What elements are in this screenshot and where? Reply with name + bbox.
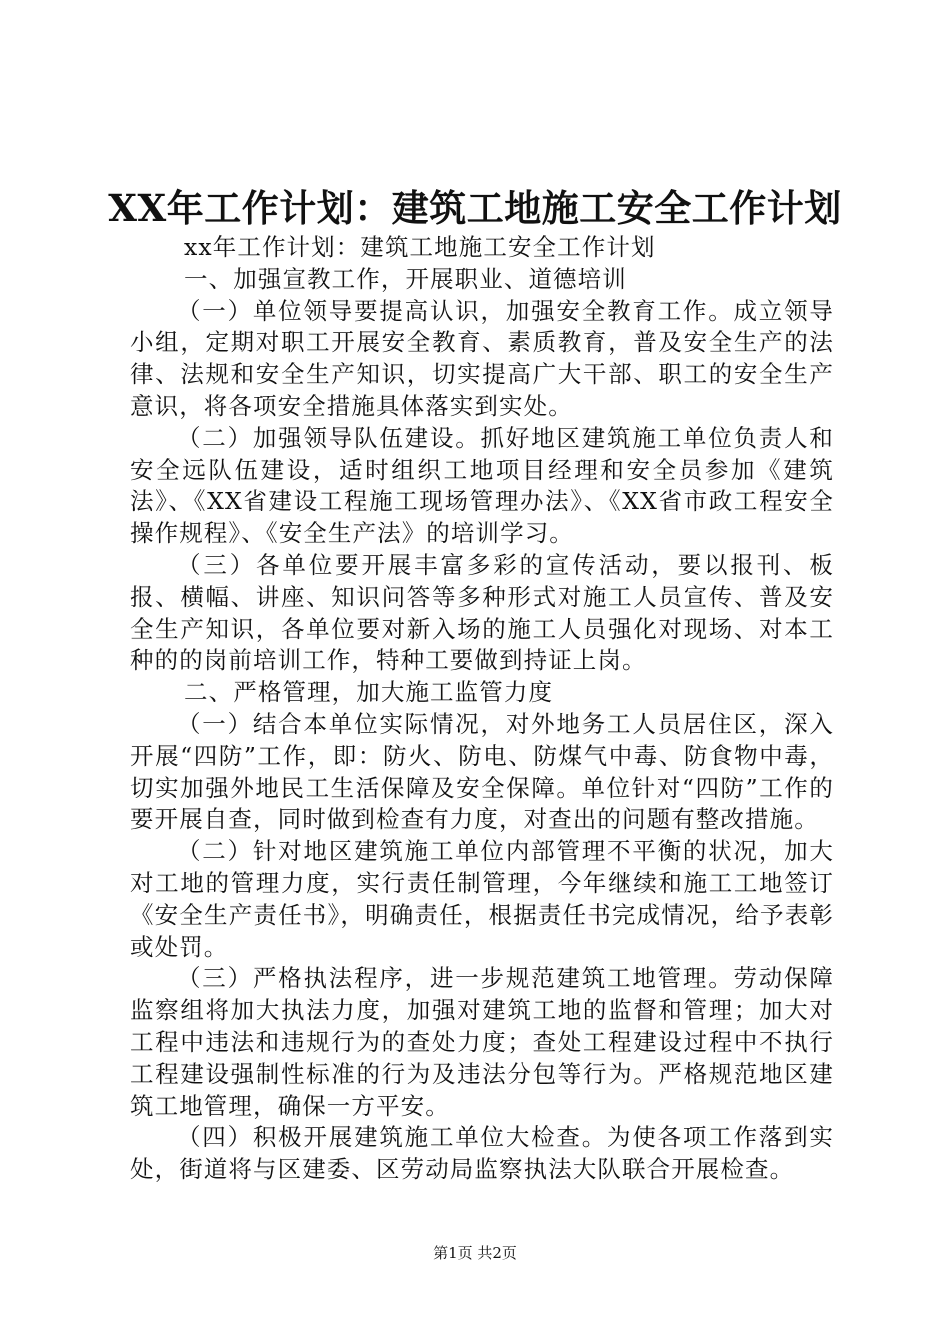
document-title: XX年工作计划：建筑工地施工安全工作计划	[108, 186, 842, 230]
subtitle-line: xx年工作计划：建筑工地施工安全工作计划	[184, 233, 656, 261]
paragraph-2-3: （三）严格执法程序，进一步规范建筑工地管理。劳动保障监察组将加大执法力度，加强对建筑工地的监督和管理；加大对工程中违法和违规行为的查处力度；查处工程建设过程中不执行工程建设强制性标准的行为及违法分包等行为。严格规范地区建筑工地管理，确保一方平安。	[130, 964, 834, 1120]
section-heading-1: 一、加强宣教工作，开展职业、道德培训	[184, 264, 627, 293]
paragraph-2-1: （一）结合本单位实际情况，对外地务工人员居住区，深入开展“四防”工作，即：防火、防电、防煤气中毒、防食物中毒，切实加强外地民工生活保障及安全保障。单位针对“四防”工作的要开展自查，同时做到检查有力度，对查出的问题有整改措施。	[130, 709, 834, 834]
paragraph-1-2: （二）加强领导队伍建设。抓好地区建筑施工单位负责人和安全远队伍建设，适时组织工地项目经理和安全员参加《建筑法》、《XX省建设工程施工现场管理办法》、《XX省市政工程安全操作规程》、《安全生产法》的培训学习。	[130, 423, 834, 548]
paragraph-2-4: （四）积极开展建筑施工单位大检查。为使各项工作落到实处，街道将与区建委、区劳动局监察执法大队联合开展检查。	[130, 1123, 834, 1184]
paragraph-2-2: （二）针对地区建筑施工单位内部管理不平衡的状况，加大对工地的管理力度，实行责任制管理，今年继续和施工工地签订《安全生产责任书》，明确责任，根据责任书完成情况，给予表彰或处罚。	[130, 837, 834, 961]
page-number-footer: 第1页 共2页	[433, 1244, 517, 1262]
paragraph-1-3: （三）各单位要开展丰富多彩的宣传活动，要以报刊、板报、横幅、讲座、知识问答等多种形式对施工人员宣传、普及安全生产知识，各单位要对新入场的施工人员强化对现场、对本工种的的岗前培训工作，特种工要做到持证上岗。	[130, 550, 834, 675]
paragraph-1-1: （一）单位领导要提高认识，加强安全教育工作。成立领导小组，定期对职工开展安全教育、素质教育，普及安全生产的法律、法规和安全生产知识，切实提高广大干部、职工的安全生产意识，将各项安全措施具体落实到实处。	[130, 296, 834, 420]
document-body	[130, 232, 834, 1186]
section-heading-2: 二、严格管理，加大施工监管力度	[184, 678, 554, 707]
